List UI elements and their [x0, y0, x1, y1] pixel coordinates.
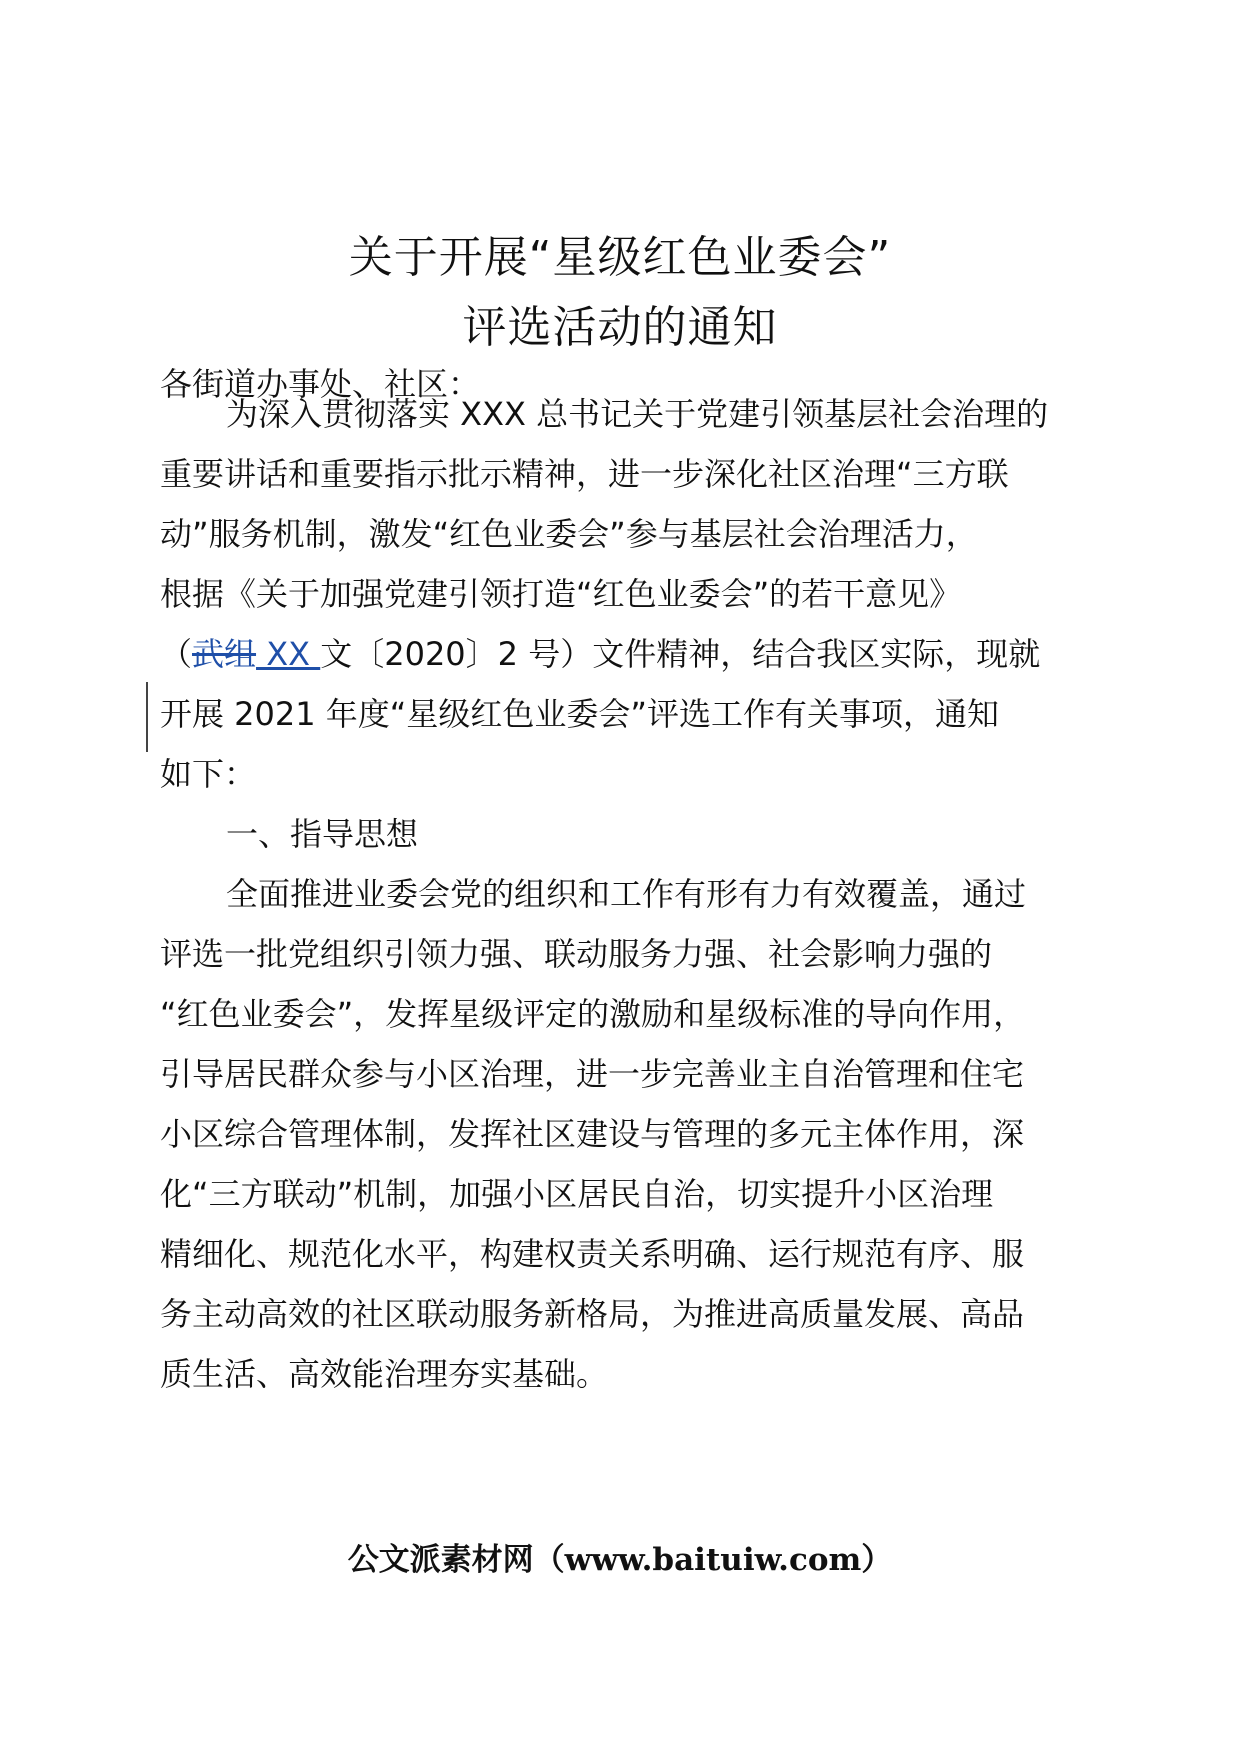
tracked-insertion[interactable]: XX	[256, 635, 321, 673]
paragraph-2-line-1: 全面推进业委会党的组织和工作有形有力有效覆盖，通过	[226, 875, 1027, 913]
open-parenthesis: （	[160, 635, 193, 673]
paragraph-1-line-1: 为深入贯彻落实 XXX 总书记关于党建引领基层社会治理的	[226, 395, 1049, 433]
paragraph-2-line-7: 精细化、规范化水平，构建权责关系明确、运行规范有序、服	[160, 1235, 1025, 1273]
paragraph-2-line-8: 务主动高效的社区联动服务新格局，为推进高质量发展、高品	[160, 1295, 1025, 1333]
tracked-deletion[interactable]: 武组	[192, 635, 257, 673]
paragraph-1-line-2: 重要讲话和重要指示批示精神，进一步深化社区治理“三方联	[160, 455, 1009, 493]
paragraph-2-line-4: 引导居民群众参与小区治理，进一步完善业主自治管理和住宅	[160, 1055, 1025, 1093]
salutation: 各街道办事处、社区：	[160, 365, 481, 403]
paragraph-1-line-7: 如下：	[160, 755, 257, 793]
paragraph-1-line-4: 根据《关于加强党建引领打造“红色业委会”的若干意见》	[160, 575, 962, 613]
section-1-heading: 一、指导思想	[226, 815, 419, 853]
paragraph-2-line-9: 质生活、高效能治理夯实基础。	[160, 1355, 609, 1393]
paragraph-2-line-3: “红色业委会”，发挥星级评定的激励和星级标准的导向作用，	[160, 995, 1026, 1033]
paragraph-1-line-5	[160, 632, 1040, 676]
paragraph-2-line-2: 评选一批党组织引领力强、联动服务力强、社会影响力强的	[160, 935, 993, 973]
document-title-line-2: 评选活动的通知	[462, 302, 778, 353]
document-title-line-1: 关于开展“星级红色业委会”	[348, 232, 892, 283]
footer-watermark: 公文派素材网（www.baituiw.com）	[347, 1542, 893, 1578]
paragraph-2-line-5: 小区综合管理体制，发挥社区建设与管理的多元主体作用，深	[160, 1115, 1025, 1153]
paragraph-1-line-3: 动”服务机制，激发“红色业委会”参与基层社会治理活力，	[160, 515, 978, 553]
revision-change-bar	[146, 682, 148, 752]
paragraph-1-line-6: 开展 2021 年度“星级红色业委会”评选工作有关事项，通知	[160, 695, 999, 733]
paragraph-2-line-6: 化“三方联动”机制，加强小区居民自治，切实提升小区治理	[160, 1175, 994, 1213]
line-5-rest: 文〔2020〕2 号）文件精神，结合我区实际，现就	[320, 635, 1041, 673]
